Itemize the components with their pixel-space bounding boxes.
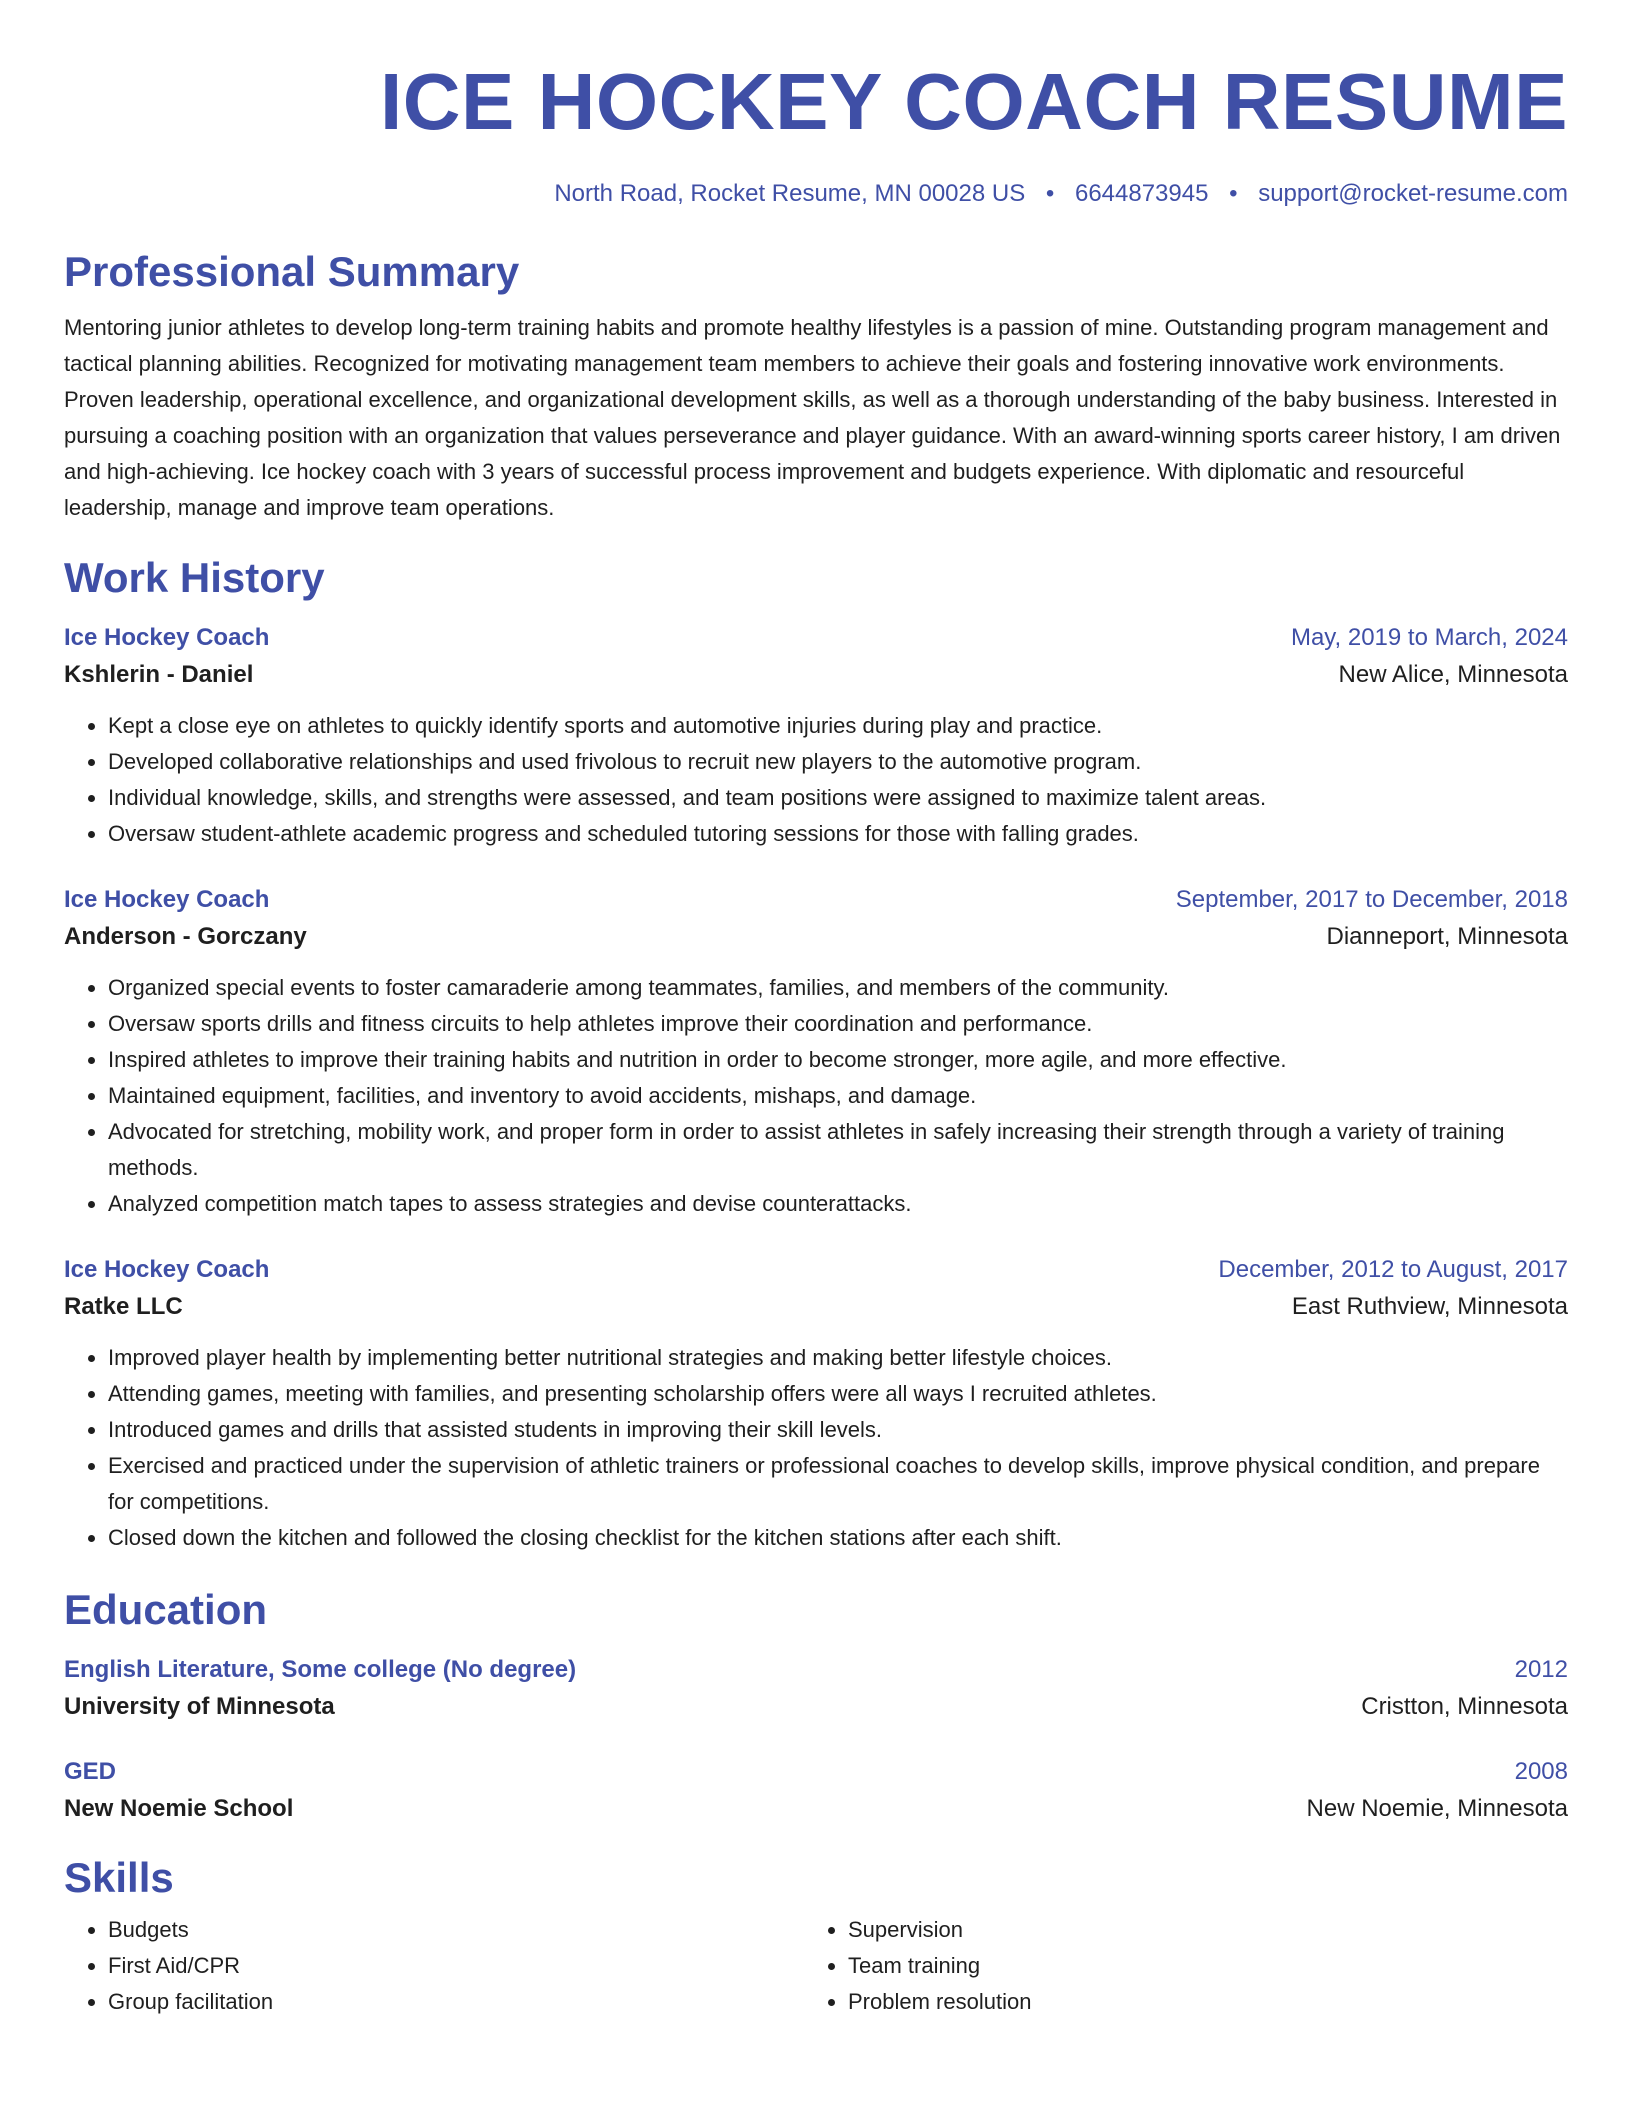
job-dates: September, 2017 to December, 2018 bbox=[1175, 886, 1568, 913]
job-bullets bbox=[64, 1340, 1568, 1556]
education-degree: GED bbox=[64, 1758, 117, 1785]
skills-column-right bbox=[804, 1912, 1544, 2020]
job-bullet: • Developed collaborative relationships and used frivolous to recruit new players to the automotive program. bbox=[108, 744, 1568, 780]
job-entry bbox=[64, 620, 1568, 852]
job-bullet: • Advocated for stretching, mobility work, and proper form in order to assist athletes in safely increasing their strength through a variety of training methods. bbox=[108, 1114, 1568, 1186]
education-location: Cristton, Minnesota bbox=[1361, 1693, 1568, 1720]
work-history-heading: Work History bbox=[64, 554, 325, 601]
job-bullets bbox=[64, 970, 1568, 1222]
job-bullets bbox=[64, 708, 1568, 852]
contact-address: North Road, Rocket Resume, MN 00028 US bbox=[554, 180, 1026, 207]
job-bullet: • Attending games, meeting with families, and presenting scholarship offers were all ways I recruited athletes. bbox=[108, 1376, 1568, 1412]
education-year: 2012 bbox=[1514, 1656, 1568, 1683]
job-bullet: • Exercised and practiced under the supervision of athletic trainers or professional coaches to develop skills, improve physical condition, and prepare for competitions. bbox=[108, 1448, 1568, 1520]
education-degree: English Literature, Some college (No degree) bbox=[64, 1656, 577, 1683]
job-company: Anderson - Gorczany bbox=[64, 923, 307, 950]
job-bullet: • Closed down the kitchen and followed the closing checklist for the kitchen stations after each shift. bbox=[108, 1520, 1568, 1556]
job-bullet: • Introduced games and drills that assisted students in improving their skill levels. bbox=[108, 1412, 1568, 1448]
education-year: 2008 bbox=[1514, 1758, 1568, 1785]
job-company: Kshlerin - Daniel bbox=[64, 661, 254, 688]
education-entry bbox=[64, 1652, 1568, 1726]
job-location: New Alice, Minnesota bbox=[1338, 661, 1568, 688]
resume-title: ICE HOCKEY COACH RESUME bbox=[380, 57, 1568, 146]
job-location: East Ruthview, Minnesota bbox=[1291, 1293, 1568, 1320]
job-bullet: • Analyzed competition match tapes to assess strategies and devise counterattacks. bbox=[108, 1186, 1568, 1222]
contact-separator: • bbox=[1045, 180, 1055, 207]
job-bullet: • Organized special events to foster camaraderie among teammates, families, and members of the community. bbox=[108, 970, 1568, 1006]
skills-heading: Skills bbox=[64, 1854, 174, 1901]
job-bullet: • Inspired athletes to improve their training habits and nutrition in order to become stronger, more agile, and more effective. bbox=[108, 1042, 1568, 1078]
education-heading: Education bbox=[64, 1586, 268, 1633]
job-location: Dianneport, Minnesota bbox=[1326, 923, 1568, 950]
job-entry bbox=[64, 1252, 1568, 1556]
education-entry bbox=[64, 1754, 1568, 1828]
resume-page bbox=[64, 52, 1568, 2020]
contact-email[interactable]: support@rocket-resume.com bbox=[1258, 180, 1568, 207]
job-entry bbox=[64, 882, 1568, 1222]
contact-line bbox=[64, 178, 1568, 210]
skill-item: • Problem resolution bbox=[848, 1984, 1544, 2020]
skill-item: • First Aid/CPR bbox=[108, 1948, 804, 1984]
job-bullet: • Maintained equipment, facilities, and inventory to avoid accidents, mishaps, and damage. bbox=[108, 1078, 1568, 1114]
summary-text: Mentoring junior athletes to develop long-term training habits and promote healthy lifestyles is a passion of mine. Outstanding program management and tactical planning abilities. Recognized for motivating management team members to achieve their goals and fostering innovative work environments. Proven leadership, operational excellence, and organizational development skills, as well as a thorough understanding of the baby business. Interested in pursuing a coaching position with an organization that values perseverance and player guidance. With an award-winning sports career history, I am driven and high-achieving. Ice hockey coach with 3 years of successful process improvement and budgets experience. With diplomatic and resourceful leadership, manage and improve team operations. bbox=[64, 315, 1561, 520]
summary-heading: Professional Summary bbox=[64, 248, 520, 295]
skill-item: • Supervision bbox=[848, 1912, 1544, 1948]
job-bullet: • Oversaw sports drills and fitness circuits to help athletes improve their coordination and performance. bbox=[108, 1006, 1568, 1042]
job-title: Ice Hockey Coach bbox=[64, 1256, 270, 1283]
skill-item: • Team training bbox=[848, 1948, 1544, 1984]
job-dates: May, 2019 to March, 2024 bbox=[1290, 624, 1568, 651]
contact-phone[interactable]: 6644873945 bbox=[1074, 180, 1209, 207]
job-dates: December, 2012 to August, 2017 bbox=[1218, 1256, 1568, 1283]
job-title: Ice Hockey Coach bbox=[64, 886, 270, 913]
contact-separator: • bbox=[1229, 180, 1238, 207]
education-school: University of Minnesota bbox=[64, 1693, 335, 1720]
job-company: Ratke LLC bbox=[64, 1293, 183, 1320]
skill-item: • Budgets bbox=[108, 1912, 804, 1948]
skill-item: • Group facilitation bbox=[108, 1984, 804, 2020]
education-school: New Noemie School bbox=[64, 1795, 294, 1822]
job-bullet: • Individual knowledge, skills, and strengths were assessed, and team positions were assigned to maximize talent areas. bbox=[108, 780, 1568, 816]
education-location: New Noemie, Minnesota bbox=[1306, 1795, 1568, 1822]
skills-column-left bbox=[64, 1912, 804, 2020]
job-bullet: • Oversaw student-athlete academic progress and scheduled tutoring sessions for those with falling grades. bbox=[108, 816, 1568, 852]
job-title: Ice Hockey Coach bbox=[64, 624, 270, 651]
job-bullet: • Kept a close eye on athletes to quickly identify sports and automotive injuries during play and practice. bbox=[108, 708, 1568, 744]
job-bullet: • Improved player health by implementing better nutritional strategies and making better lifestyle choices. bbox=[108, 1340, 1568, 1376]
skills-list bbox=[64, 1912, 1568, 2020]
